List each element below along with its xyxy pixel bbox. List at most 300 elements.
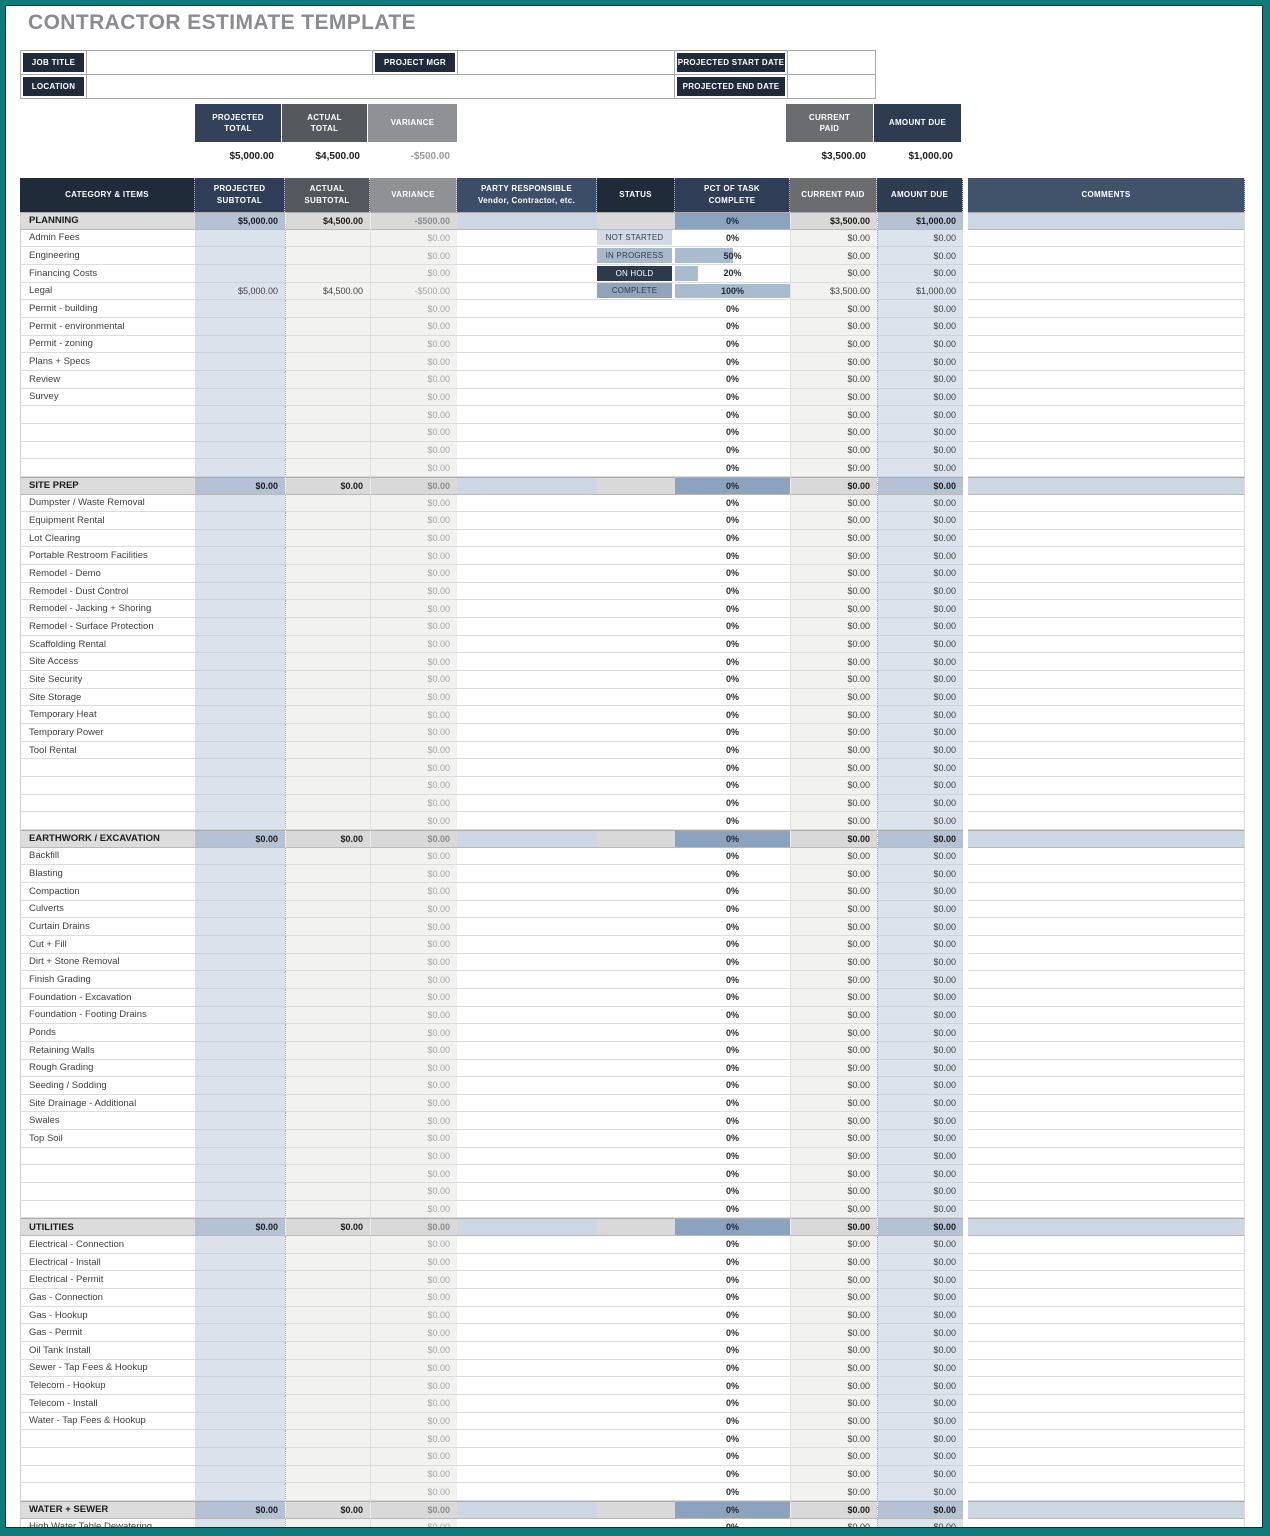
cell-item-name[interactable] [20,812,195,830]
cell-party-responsible[interactable] [457,1430,597,1448]
cell-comments[interactable] [968,1448,1245,1466]
cell-variance[interactable]: $0.00 [370,495,457,513]
cell-projected-subtotal[interactable] [195,389,285,407]
cell-amount-due[interactable]: $0.00 [877,1042,963,1060]
cell-party-responsible[interactable] [457,795,597,813]
cell-item-name[interactable] [20,406,195,424]
cell-status[interactable] [597,583,675,601]
cell-variance[interactable]: $0.00 [370,1254,457,1272]
cell-pct-complete[interactable] [675,371,790,389]
cell-comments[interactable] [968,865,1245,883]
cell-projected-subtotal[interactable] [195,1060,285,1078]
cell-comments[interactable] [968,1042,1245,1060]
cell-amount-due[interactable]: $0.00 [877,954,963,972]
cell-status[interactable] [597,1165,675,1183]
cell-status[interactable] [597,777,675,795]
cell-variance[interactable]: $0.00 [370,777,457,795]
cell-pct-complete[interactable] [675,883,790,901]
cell-actual-subtotal[interactable] [285,1201,370,1219]
cell-comments[interactable] [968,1360,1245,1378]
cell-comments[interactable] [968,600,1245,618]
cell-projected-subtotal[interactable] [195,265,285,283]
cell-item-name[interactable]: Temporary Heat [20,706,195,724]
cell-current-paid[interactable]: $0.00 [790,1183,877,1201]
cell-amount-due[interactable]: $0.00 [877,901,963,919]
cell-actual-subtotal[interactable]: $0.00 [285,1218,370,1236]
cell-actual-subtotal[interactable] [285,706,370,724]
cell-comments[interactable] [968,1077,1245,1095]
projected-total-value[interactable]: $5,000.00 [229,150,274,162]
cell-current-paid[interactable]: $0.00 [790,954,877,972]
cell-current-paid[interactable]: $0.00 [790,1360,877,1378]
cell-status[interactable] [597,742,675,760]
cell-party-responsible[interactable] [457,318,597,336]
cell-projected-subtotal[interactable] [195,600,285,618]
cell-party-responsible[interactable] [457,1201,597,1219]
cell-current-paid[interactable]: $0.00 [790,795,877,813]
cell-party-responsible[interactable] [457,547,597,565]
cell-amount-due[interactable]: $0.00 [877,742,963,760]
cell-status[interactable] [597,989,675,1007]
cell-item-name[interactable]: Water - Tap Fees & Hookup [20,1413,195,1431]
cell-pct-complete[interactable] [675,1519,790,1536]
cell-amount-due[interactable]: $0.00 [877,812,963,830]
cell-projected-subtotal[interactable] [195,742,285,760]
cell-status[interactable] [597,1466,675,1484]
cell-item-name[interactable]: Review [20,371,195,389]
cell-variance[interactable]: $0.00 [370,706,457,724]
cell-amount-due[interactable]: $0.00 [877,406,963,424]
cell-actual-subtotal[interactable] [285,1024,370,1042]
cell-party-responsible[interactable] [457,212,597,230]
cell-status[interactable] [597,1201,675,1219]
cell-current-paid[interactable]: $0.00 [790,477,877,495]
cell-status[interactable] [597,1448,675,1466]
cell-actual-subtotal[interactable] [285,1095,370,1113]
cell-item-name[interactable]: Retaining Walls [20,1042,195,1060]
cell-variance[interactable]: $0.00 [370,1377,457,1395]
cell-current-paid[interactable]: $0.00 [790,1413,877,1431]
cell-status[interactable] [597,1183,675,1201]
cell-current-paid[interactable]: $0.00 [790,1042,877,1060]
cell-projected-subtotal[interactable]: $0.00 [195,1218,285,1236]
cell-projected-subtotal[interactable] [195,1271,285,1289]
cell-variance[interactable]: $0.00 [370,1024,457,1042]
cell-pct-complete[interactable] [675,230,790,248]
cell-comments[interactable] [968,1466,1245,1484]
cell-comments[interactable] [968,1519,1245,1536]
cell-item-name[interactable]: Admin Fees [20,230,195,248]
cell-variance[interactable]: $0.00 [370,1448,457,1466]
cell-item-name[interactable]: Finish Grading [20,971,195,989]
cell-item-name[interactable]: High Water Table Dewatering [20,1519,195,1536]
cell-comments[interactable] [968,1342,1245,1360]
cell-projected-subtotal[interactable] [195,1042,285,1060]
projected-end-date-input[interactable] [787,75,875,98]
cell-status[interactable] [597,1236,675,1254]
cell-comments[interactable] [968,812,1245,830]
cell-current-paid[interactable]: $0.00 [790,901,877,919]
cell-item-name[interactable]: Dirt + Stone Removal [20,954,195,972]
cell-comments[interactable] [968,1377,1245,1395]
cell-item-name[interactable]: Blasting [20,865,195,883]
cell-amount-due[interactable]: $0.00 [877,1130,963,1148]
cell-item-name[interactable] [20,1483,195,1501]
cell-actual-subtotal[interactable] [285,1377,370,1395]
cell-current-paid[interactable]: $0.00 [790,1218,877,1236]
cell-party-responsible[interactable] [457,901,597,919]
cell-comments[interactable] [968,830,1245,848]
cell-party-responsible[interactable] [457,671,597,689]
cell-variance[interactable]: $0.00 [370,1060,457,1078]
cell-pct-complete[interactable] [675,212,790,230]
cell-actual-subtotal[interactable] [285,1430,370,1448]
cell-variance[interactable]: $0.00 [370,653,457,671]
cell-comments[interactable] [968,971,1245,989]
cell-status[interactable] [597,318,675,336]
cell-item-name[interactable]: Electrical - Permit [20,1271,195,1289]
cell-party-responsible[interactable] [457,1271,597,1289]
cell-pct-complete[interactable] [675,583,790,601]
cell-item-name[interactable] [20,1466,195,1484]
cell-amount-due[interactable]: $0.00 [877,1448,963,1466]
cell-variance[interactable]: $0.00 [370,1307,457,1325]
cell-amount-due[interactable]: $0.00 [877,424,963,442]
cell-comments[interactable] [968,848,1245,866]
cell-item-name[interactable]: Electrical - Connection [20,1236,195,1254]
cell-pct-complete[interactable] [675,477,790,495]
cell-pct-complete[interactable] [675,512,790,530]
cell-variance[interactable]: $0.00 [370,353,457,371]
cell-amount-due[interactable]: $0.00 [877,318,963,336]
cell-actual-subtotal[interactable] [285,1077,370,1095]
cell-comments[interactable] [968,1430,1245,1448]
cell-actual-subtotal[interactable] [285,1324,370,1342]
cell-projected-subtotal[interactable] [195,1007,285,1025]
cell-actual-subtotal[interactable] [285,865,370,883]
cell-variance[interactable]: $0.00 [370,1360,457,1378]
cell-amount-due[interactable]: $0.00 [877,971,963,989]
cell-projected-subtotal[interactable] [195,1377,285,1395]
cell-party-responsible[interactable] [457,812,597,830]
cell-status[interactable] [597,671,675,689]
cell-comments[interactable] [968,300,1245,318]
cell-actual-subtotal[interactable] [285,936,370,954]
cell-current-paid[interactable]: $0.00 [790,1430,877,1448]
cell-comments[interactable] [968,1007,1245,1025]
cell-status[interactable] [597,265,675,283]
cell-party-responsible[interactable] [457,1112,597,1130]
cell-status[interactable] [597,547,675,565]
variance-total-value[interactable]: -$500.00 [410,150,450,162]
cell-actual-subtotal[interactable] [285,336,370,354]
cell-variance[interactable]: $0.00 [370,1430,457,1448]
cell-amount-due[interactable]: $0.00 [877,671,963,689]
cell-projected-subtotal[interactable] [195,1342,285,1360]
cell-status[interactable] [597,1342,675,1360]
cell-amount-due[interactable]: $0.00 [877,1342,963,1360]
cell-projected-subtotal[interactable] [195,1483,285,1501]
cell-amount-due[interactable]: $0.00 [877,1007,963,1025]
cell-projected-subtotal[interactable] [195,1183,285,1201]
cell-comments[interactable] [968,1236,1245,1254]
cell-item-name[interactable]: Swales [20,1112,195,1130]
cell-variance[interactable]: $0.00 [370,371,457,389]
cell-amount-due[interactable]: $0.00 [877,300,963,318]
cell-projected-subtotal[interactable] [195,565,285,583]
cell-status[interactable] [597,247,675,265]
cell-current-paid[interactable]: $0.00 [790,971,877,989]
cell-party-responsible[interactable] [457,512,597,530]
cell-projected-subtotal[interactable]: $5,000.00 [195,212,285,230]
cell-variance[interactable]: $0.00 [370,618,457,636]
cell-amount-due[interactable]: $0.00 [877,389,963,407]
cell-current-paid[interactable]: $0.00 [790,318,877,336]
cell-party-responsible[interactable] [457,336,597,354]
cell-item-name[interactable]: Gas - Connection [20,1289,195,1307]
cell-variance[interactable]: $0.00 [370,247,457,265]
cell-item-name[interactable]: Site Access [20,653,195,671]
cell-current-paid[interactable]: $3,500.00 [790,212,877,230]
cell-status[interactable] [597,565,675,583]
cell-status[interactable] [597,1112,675,1130]
cell-comments[interactable] [968,636,1245,654]
cell-party-responsible[interactable] [457,459,597,477]
cell-comments[interactable] [968,1483,1245,1501]
cell-status[interactable] [597,1307,675,1325]
cell-party-responsible[interactable] [457,1377,597,1395]
cell-item-name[interactable]: Site Drainage - Additional [20,1095,195,1113]
cell-status[interactable] [597,1519,675,1536]
cell-status[interactable] [597,1377,675,1395]
cell-item-name[interactable]: Telecom - Hookup [20,1377,195,1395]
cell-current-paid[interactable]: $0.00 [790,1307,877,1325]
cell-party-responsible[interactable] [457,1342,597,1360]
cell-status[interactable] [597,1130,675,1148]
cell-item-name[interactable] [20,442,195,460]
cell-amount-due[interactable]: $0.00 [877,477,963,495]
cell-amount-due[interactable]: $0.00 [877,1519,963,1536]
cell-status[interactable] [597,530,675,548]
cell-variance[interactable]: $0.00 [370,1395,457,1413]
cell-item-name[interactable]: Permit - building [20,300,195,318]
cell-current-paid[interactable]: $0.00 [790,936,877,954]
cell-pct-complete[interactable] [675,406,790,424]
cell-current-paid[interactable]: $0.00 [790,636,877,654]
cell-projected-subtotal[interactable] [195,336,285,354]
cell-variance[interactable]: $0.00 [370,971,457,989]
cell-item-name[interactable] [20,795,195,813]
cell-projected-subtotal[interactable] [195,1448,285,1466]
cell-status[interactable] [597,336,675,354]
cell-status[interactable] [597,1254,675,1272]
cell-party-responsible[interactable] [457,689,597,707]
cell-amount-due[interactable]: $0.00 [877,530,963,548]
cell-variance[interactable]: $0.00 [370,336,457,354]
cell-pct-complete[interactable] [675,1201,790,1219]
cell-variance[interactable]: $0.00 [370,1342,457,1360]
cell-current-paid[interactable]: $0.00 [790,1095,877,1113]
cell-variance[interactable]: $0.00 [370,1289,457,1307]
cell-pct-complete[interactable] [675,795,790,813]
cell-comments[interactable] [968,406,1245,424]
cell-projected-subtotal[interactable] [195,1130,285,1148]
cell-amount-due[interactable]: $0.00 [877,547,963,565]
cell-actual-subtotal[interactable] [285,547,370,565]
cell-party-responsible[interactable] [457,583,597,601]
cell-current-paid[interactable]: $0.00 [790,371,877,389]
cell-amount-due[interactable]: $0.00 [877,1218,963,1236]
cell-amount-due[interactable]: $0.00 [877,1095,963,1113]
cell-party-responsible[interactable] [457,830,597,848]
cell-amount-due[interactable]: $0.00 [877,1395,963,1413]
cell-comments[interactable] [968,495,1245,513]
cell-item-name[interactable]: Electrical - Install [20,1254,195,1272]
cell-comments[interactable] [968,618,1245,636]
cell-current-paid[interactable]: $0.00 [790,442,877,460]
cell-actual-subtotal[interactable] [285,318,370,336]
cell-variance[interactable]: $0.00 [370,459,457,477]
cell-actual-subtotal[interactable] [285,1448,370,1466]
cell-comments[interactable] [968,954,1245,972]
cell-party-responsible[interactable] [457,865,597,883]
cell-actual-subtotal[interactable] [285,901,370,919]
cell-pct-complete[interactable] [675,1007,790,1025]
cell-actual-subtotal[interactable] [285,1413,370,1431]
cell-comments[interactable] [968,706,1245,724]
cell-party-responsible[interactable] [457,1519,597,1536]
cell-variance[interactable]: $0.00 [370,830,457,848]
cell-item-name[interactable]: Dumpster / Waste Removal [20,495,195,513]
cell-status[interactable] [597,600,675,618]
cell-item-name[interactable]: Permit - zoning [20,336,195,354]
cell-pct-complete[interactable] [675,424,790,442]
cell-projected-subtotal[interactable] [195,706,285,724]
cell-status[interactable] [597,1483,675,1501]
cell-variance[interactable]: $0.00 [370,477,457,495]
cell-party-responsible[interactable] [457,742,597,760]
cell-comments[interactable] [968,671,1245,689]
cell-pct-complete[interactable] [675,1254,790,1272]
cell-status[interactable] [597,1060,675,1078]
cell-comments[interactable] [968,724,1245,742]
cell-current-paid[interactable]: $0.00 [790,565,877,583]
cell-pct-complete[interactable] [675,830,790,848]
cell-section-name[interactable]: WATER + SEWER [20,1501,195,1519]
cell-variance[interactable]: $0.00 [370,936,457,954]
cell-current-paid[interactable]: $0.00 [790,689,877,707]
cell-current-paid[interactable]: $0.00 [790,777,877,795]
cell-party-responsible[interactable] [457,1324,597,1342]
cell-variance[interactable]: $0.00 [370,918,457,936]
cell-projected-subtotal[interactable] [195,812,285,830]
cell-variance[interactable]: $0.00 [370,795,457,813]
cell-pct-complete[interactable] [675,1342,790,1360]
cell-amount-due[interactable]: $0.00 [877,1466,963,1484]
cell-status[interactable] [597,424,675,442]
cell-status[interactable] [597,1095,675,1113]
cell-status[interactable] [597,848,675,866]
cell-variance[interactable]: $0.00 [370,424,457,442]
cell-status[interactable] [597,936,675,954]
cell-current-paid[interactable]: $0.00 [790,653,877,671]
cell-status[interactable] [597,406,675,424]
cell-amount-due[interactable]: $0.00 [877,512,963,530]
cell-pct-complete[interactable] [675,1501,790,1519]
cell-variance[interactable]: $0.00 [370,1183,457,1201]
cell-amount-due[interactable]: $0.00 [877,865,963,883]
cell-party-responsible[interactable] [457,1483,597,1501]
cell-status[interactable] [597,283,675,301]
cell-variance[interactable]: $0.00 [370,530,457,548]
cell-projected-subtotal[interactable] [195,371,285,389]
cell-status[interactable] [597,1395,675,1413]
cell-party-responsible[interactable] [457,1289,597,1307]
cell-current-paid[interactable]: $0.00 [790,1342,877,1360]
cell-comments[interactable] [968,459,1245,477]
cell-current-paid[interactable]: $0.00 [790,1165,877,1183]
cell-projected-subtotal[interactable] [195,777,285,795]
cell-current-paid[interactable]: $0.00 [790,989,877,1007]
cell-current-paid[interactable]: $0.00 [790,1236,877,1254]
cell-projected-subtotal[interactable] [195,1024,285,1042]
cell-party-responsible[interactable] [457,565,597,583]
cell-comments[interactable] [968,265,1245,283]
cell-status[interactable] [597,865,675,883]
cell-current-paid[interactable]: $0.00 [790,1483,877,1501]
cell-projected-subtotal[interactable] [195,1095,285,1113]
cell-amount-due[interactable]: $0.00 [877,1148,963,1166]
cell-comments[interactable] [968,1271,1245,1289]
cell-party-responsible[interactable] [457,1307,597,1325]
cell-pct-complete[interactable] [675,1218,790,1236]
cell-pct-complete[interactable] [675,1307,790,1325]
cell-projected-subtotal[interactable] [195,247,285,265]
cell-projected-subtotal[interactable] [195,1165,285,1183]
project-mgr-input[interactable] [457,51,675,74]
cell-amount-due[interactable]: $0.00 [877,442,963,460]
cell-pct-complete[interactable] [675,971,790,989]
cell-item-name[interactable]: Foundation - Footing Drains [20,1007,195,1025]
cell-party-responsible[interactable] [457,442,597,460]
cell-current-paid[interactable]: $0.00 [790,495,877,513]
cell-party-responsible[interactable] [457,371,597,389]
cell-status[interactable] [597,477,675,495]
cell-amount-due[interactable]: $0.00 [877,247,963,265]
cell-variance[interactable]: $0.00 [370,1130,457,1148]
cell-pct-complete[interactable] [675,777,790,795]
cell-party-responsible[interactable] [457,971,597,989]
cell-amount-due[interactable]: $0.00 [877,600,963,618]
cell-pct-complete[interactable] [675,1466,790,1484]
cell-party-responsible[interactable] [457,1360,597,1378]
cell-status[interactable] [597,954,675,972]
cell-current-paid[interactable]: $0.00 [790,1271,877,1289]
cell-pct-complete[interactable] [675,1130,790,1148]
cell-status[interactable] [597,618,675,636]
cell-pct-complete[interactable] [675,1377,790,1395]
cell-comments[interactable] [968,353,1245,371]
cell-actual-subtotal[interactable] [285,1183,370,1201]
cell-amount-due[interactable]: $0.00 [877,777,963,795]
cell-actual-subtotal[interactable] [285,618,370,636]
cell-current-paid[interactable]: $0.00 [790,671,877,689]
cell-pct-complete[interactable] [675,848,790,866]
cell-current-paid[interactable]: $0.00 [790,812,877,830]
cell-current-paid[interactable]: $0.00 [790,1501,877,1519]
cell-variance[interactable]: $0.00 [370,1501,457,1519]
cell-comments[interactable] [968,1254,1245,1272]
